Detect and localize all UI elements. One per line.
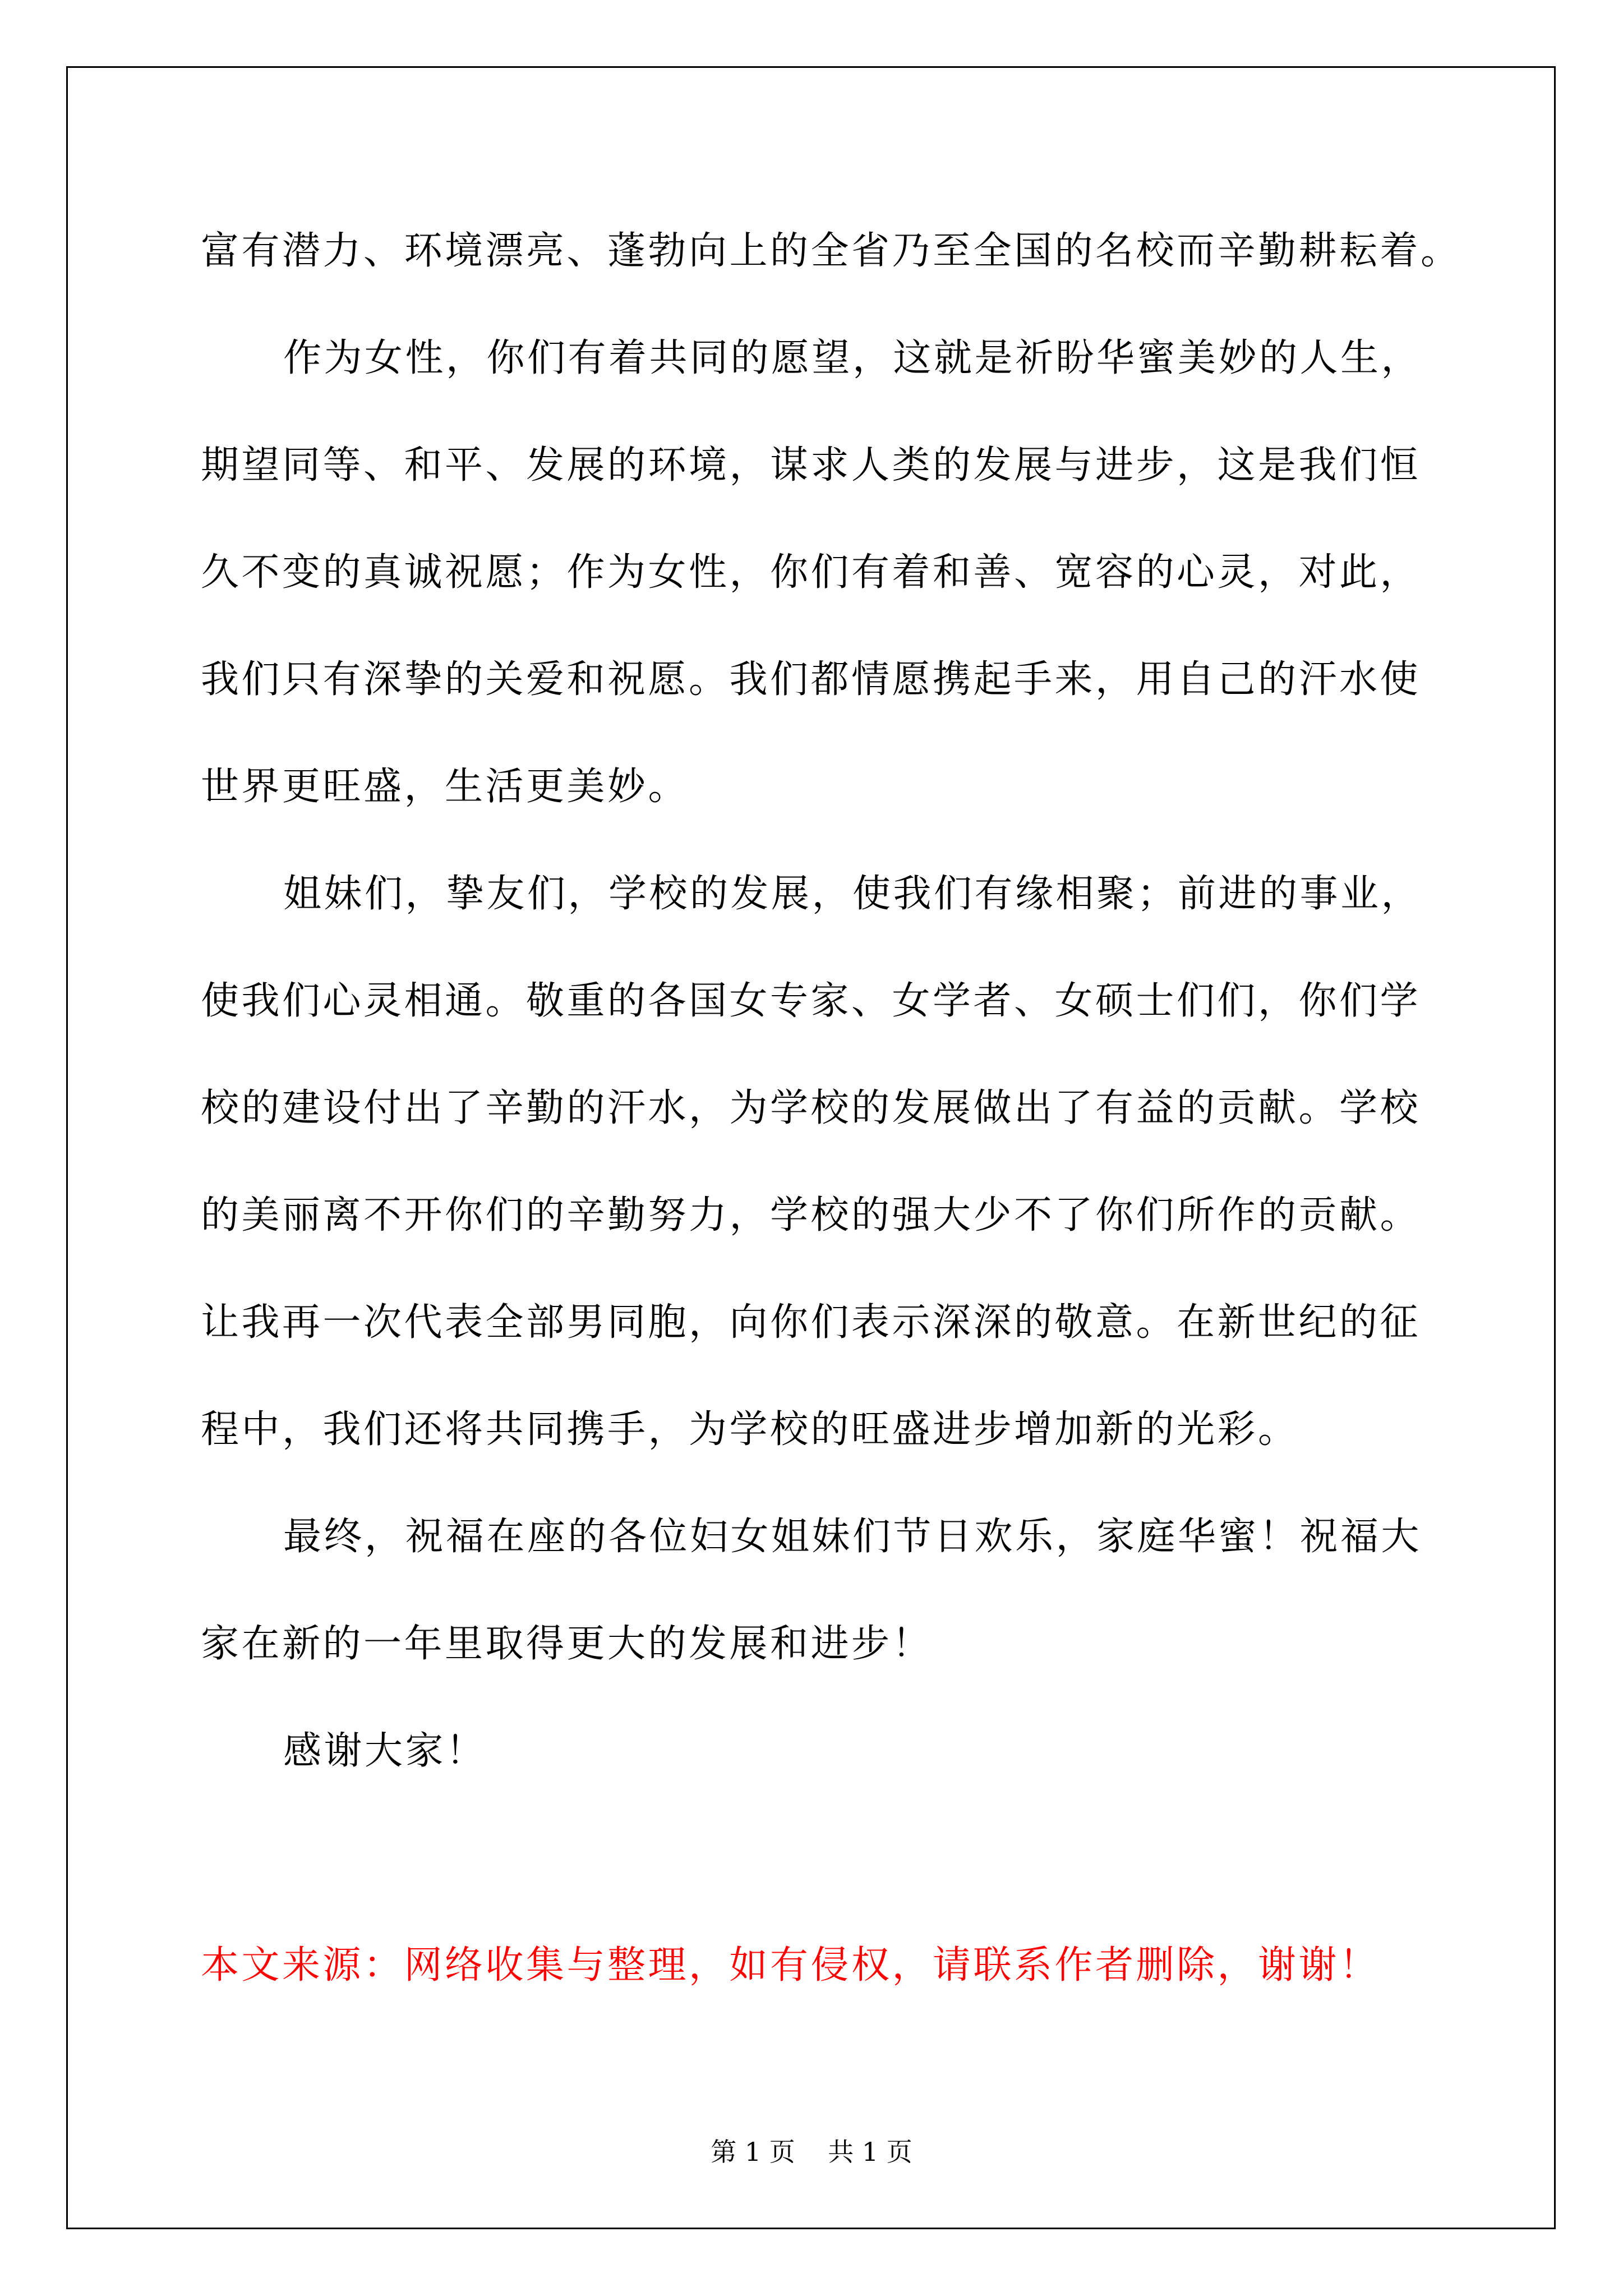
source-note: 本文来源：网络收集与整理，如有侵权，请联系作者删除，谢谢！ xyxy=(201,1943,1380,1987)
paragraph-line: 作为女性，你们有着共同的愿望，这就是祈盼华蜜美妙的人生， xyxy=(283,336,1422,380)
page-border xyxy=(66,66,1556,2229)
page-number-footer: 第 1 页 共 1 页 xyxy=(711,2137,912,2167)
paragraph-line: 最终，祝福在座的各位妇女姐妹们节日欢乐，家庭华蜜！祝福大 xyxy=(283,1515,1422,1559)
paragraph-line: 家在新的一年里取得更大的发展和进步！ xyxy=(201,1622,933,1666)
paragraph-line: 世界更旺盛，生活更美妙。 xyxy=(201,765,689,809)
paragraph-line: 富有潜力、环境漂亮、蓬勃向上的全省乃至全国的名校而辛勤耕耘着。 xyxy=(201,229,1461,273)
paragraph-line: 使我们心灵相通。敬重的各国女专家、女学者、女硕士们们，你们学 xyxy=(201,979,1421,1023)
paragraph-line: 姐妹们，挚友们，学校的发展，使我们有缘相聚；前进的事业， xyxy=(283,872,1422,916)
paragraph-line: 期望同等、和平、发展的环境，谋求人类的发展与进步，这是我们恒 xyxy=(201,443,1421,487)
paragraph-line: 程中，我们还将共同携手，为学校的旺盛进步增加新的光彩。 xyxy=(201,1407,1299,1452)
paragraph-line: 让我再一次代表全部男同胞，向你们表示深深的敬意。在新世纪的征 xyxy=(201,1300,1421,1345)
paragraph-line: 感谢大家！ xyxy=(283,1729,487,1773)
paragraph-line: 我们只有深挚的关爱和祝愿。我们都情愿携起手来，用自己的汗水使 xyxy=(201,657,1421,702)
paragraph-line: 校的建设付出了辛勤的汗水，为学校的发展做出了有益的贡献。学校 xyxy=(201,1086,1421,1130)
paragraph-line: 的美丽离不开你们的辛勤努力，学校的强大少不了你们所作的贡献。 xyxy=(201,1193,1421,1237)
paragraph-line: 久不变的真诚祝愿；作为女性，你们有着和善、宽容的心灵，对此， xyxy=(201,550,1421,595)
